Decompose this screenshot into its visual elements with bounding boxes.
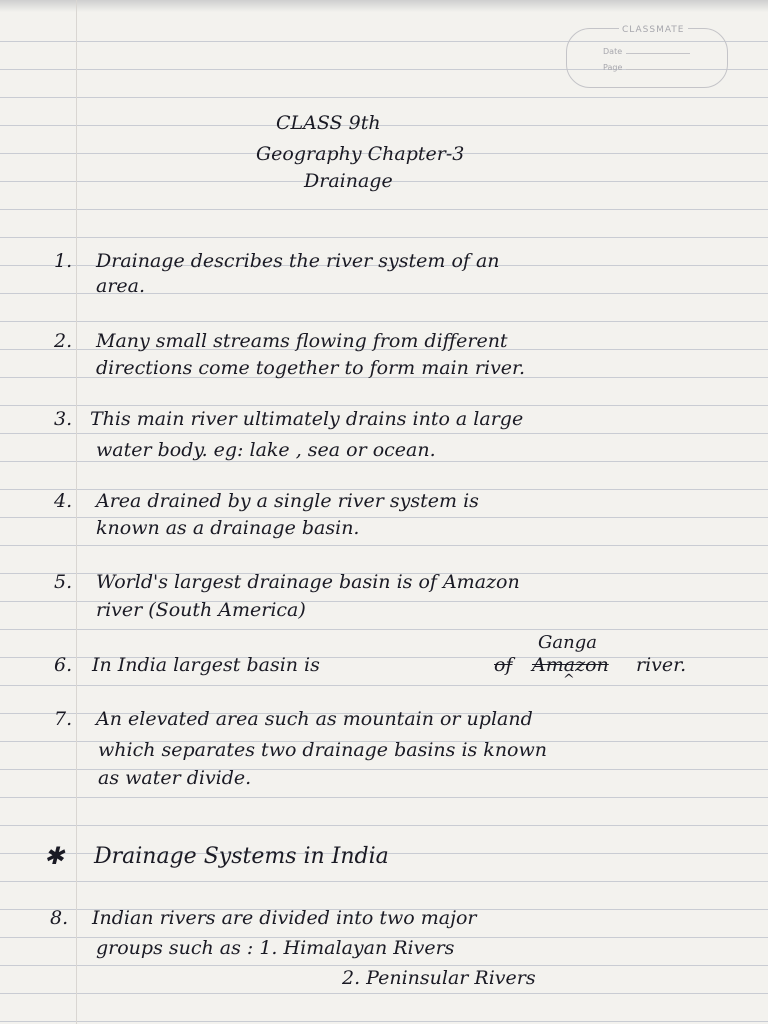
note-number: 5. bbox=[54, 571, 73, 593]
topic-heading: Drainage bbox=[304, 170, 393, 192]
class-heading: CLASS 9th bbox=[276, 112, 381, 134]
page-top-shadow bbox=[0, 0, 768, 12]
note-line: In India largest basin is bbox=[92, 654, 320, 676]
note-line: An elevated area such as mountain or upland bbox=[96, 708, 533, 730]
note-line: area. bbox=[96, 275, 146, 297]
stamp-date-row: Date bbox=[603, 47, 690, 56]
subject-heading: Geography Chapter-3 bbox=[256, 143, 465, 165]
note-line: groups such as : 1. Himalayan Rivers bbox=[96, 937, 455, 959]
struck-word: Amazon bbox=[532, 654, 609, 676]
note-line: river. bbox=[636, 654, 687, 676]
note-line: Indian rivers are divided into two major bbox=[92, 907, 477, 929]
note-line: World's largest drainage basin is of Amazon bbox=[96, 571, 520, 593]
note-line: Area drained by a single river system is bbox=[96, 490, 479, 512]
insertion-caret: ^ bbox=[563, 672, 575, 688]
note-line: river (South America) bbox=[96, 599, 306, 621]
note-number: 6. bbox=[54, 654, 73, 676]
note-number: 7. bbox=[54, 708, 73, 730]
margin-line bbox=[76, 0, 77, 1024]
note-number: 4. bbox=[54, 490, 73, 512]
inserted-correction: Ganga bbox=[538, 632, 597, 653]
note-line: 2. Peninsular Rivers bbox=[342, 967, 536, 989]
struck-word: of bbox=[494, 654, 513, 676]
stamp-page-row: Page bbox=[603, 63, 690, 72]
stamp-brand: CLASSMATE bbox=[619, 25, 688, 35]
note-line: water body. eg: lake , sea or ocean. bbox=[96, 439, 436, 461]
note-line: as water divide. bbox=[98, 767, 252, 789]
note-number: 1. bbox=[54, 250, 73, 272]
notebook-date-stamp bbox=[566, 25, 728, 88]
note-number: 8. bbox=[50, 907, 69, 929]
star-icon: ✱ bbox=[44, 842, 65, 870]
note-line: known as a drainage basin. bbox=[96, 517, 360, 539]
section-heading: Drainage Systems in India bbox=[94, 844, 389, 869]
note-line: which separates two drainage basins is known bbox=[98, 739, 547, 761]
note-number: 2. bbox=[54, 330, 73, 352]
note-line: This main river ultimately drains into a large bbox=[90, 408, 524, 430]
note-number: 3. bbox=[54, 408, 73, 430]
note-line: Many small streams flowing from different bbox=[96, 330, 508, 352]
note-line: Drainage describes the river system of an bbox=[96, 250, 500, 272]
note-line: directions come together to form main river. bbox=[96, 357, 526, 379]
